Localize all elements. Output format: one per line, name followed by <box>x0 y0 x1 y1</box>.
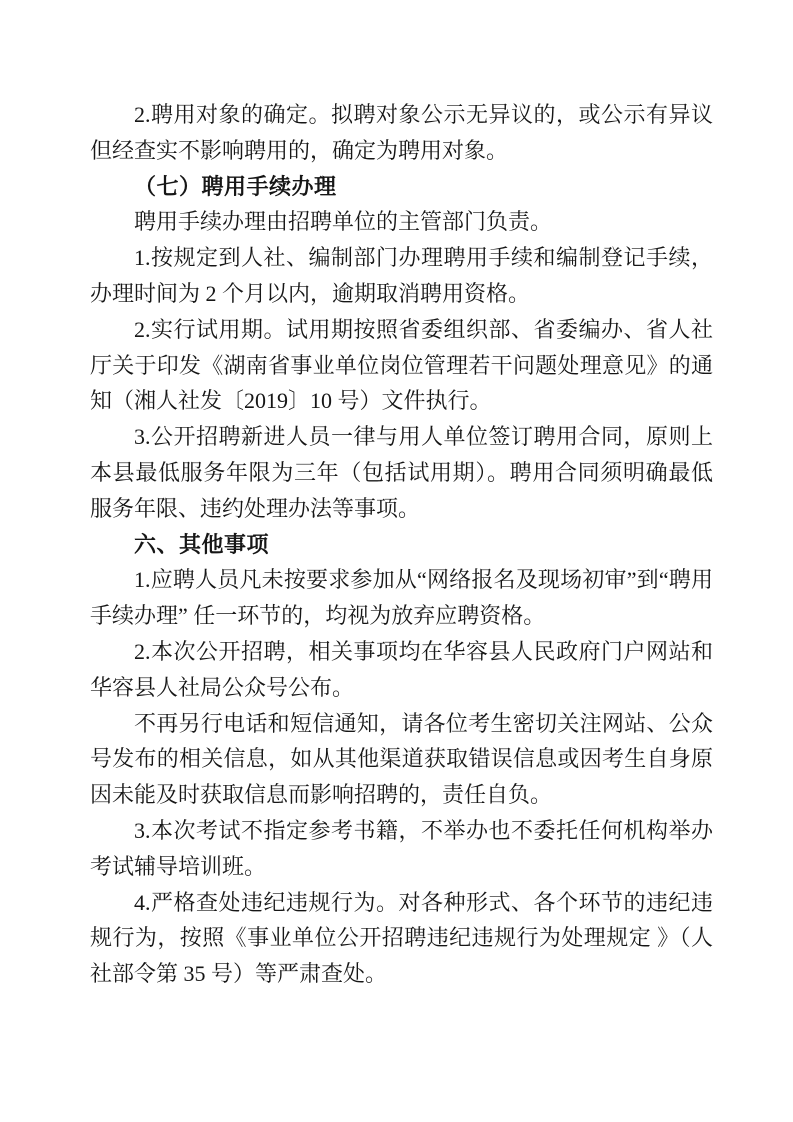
section-heading: （七）聘用手续办理 <box>134 173 337 199</box>
paragraph: 不再另行电话和短信通知，请各位考生密切关注网站、公众号发布的相关信息，如从其他渠道获取错误信息或因考生自身原因未能及时获取信息而影响招聘的，责任自负。 <box>90 710 713 808</box>
paragraph: 3.本次考试不指定参考书籍，不举办也不委托任何机构举办考试辅导培训班。 <box>90 817 713 879</box>
paragraph: 2.实行试用期。试用期按照省委组织部、省委编办、省人社厅关于印发《湖南省事业单位岗位管理若干问题处理意见》的通知（湘人社发〔2019〕10 号）文件执行。 <box>90 316 713 414</box>
paragraph: 3.公开招聘新进人员一律与用人单位签订聘用合同，原则上本县最低服务年限为三年（包括试用期）。聘用合同须明确最低服务年限、违约处理办法等事项。 <box>90 424 713 521</box>
paragraph: 聘用手续办理由招聘单位的主管部门负责。 <box>134 209 553 235</box>
paragraph: 1.按规定到人社、编制部门办理聘用手续和编制登记手续，办理时间为 2 个月以内，逾期取消聘用资格。 <box>90 245 713 306</box>
paragraph: 1.应聘人员凡未按要求参加从“网络报名及现场初审”到“聘用手续办理” 任一环节的，均视为放弃应聘资格。 <box>90 567 713 629</box>
paragraph: 4.严格查处违纪违规行为。对各种形式、各个环节的违纪违规行为，按照《事业单位公开招聘违纪违规行为处理规定 》（人社部令第 35 号）等严肃查处。 <box>90 889 713 987</box>
section-heading: 六、其他事项 <box>134 531 270 557</box>
paragraph: 2.本次公开招聘，相关事项均在华容县人民政府门户网站和华容县人社局公众号公布。 <box>90 638 713 700</box>
paragraph: 2.聘用对象的确定。拟聘对象公示无异议的，或公示有异议但经查实不影响聘用的，确定为聘用对象。 <box>90 102 713 163</box>
